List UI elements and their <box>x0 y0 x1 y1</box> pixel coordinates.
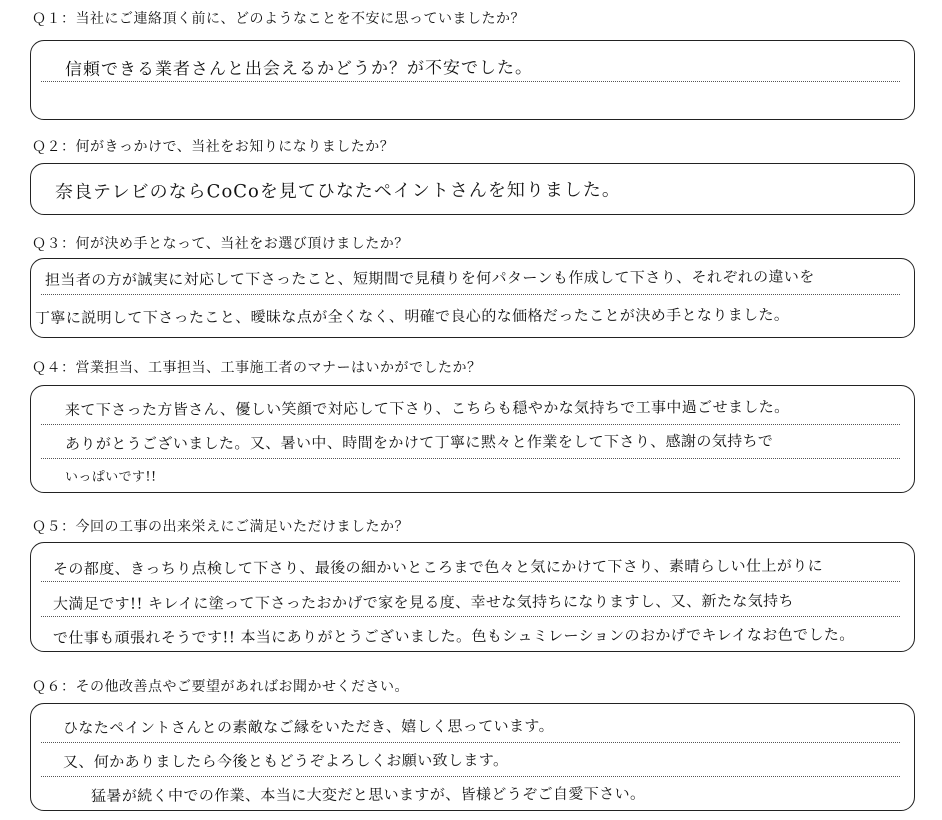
answer-rule <box>41 81 900 82</box>
answer-box-1 <box>30 40 915 120</box>
answer-line: 来て下さった方皆さん、優しい笑顔で対応して下さり、こちらも穏やかな気持ちで工事中過ごせました。 <box>64 397 790 419</box>
answer-box-5 <box>30 542 915 652</box>
answer-rule <box>41 742 900 743</box>
answer-line: 大満足です!! キレイに塗って下さったおかげで家を見る度、幸せな気持ちになりますし、又、新たな気持ち <box>52 591 794 613</box>
answer-rule <box>41 424 900 425</box>
answer-rule <box>41 776 900 777</box>
answer-line: 信頼できる業者さんと出会えるかどうか？が不安でした。 <box>64 57 534 80</box>
answer-box-2 <box>30 163 915 215</box>
answer-box-6 <box>30 703 915 811</box>
question-2-label: Ｑ２：何がきっかけで、当社をお知りになりましたか？ <box>32 139 395 155</box>
answer-line: ありがとうございました。又、暑い中、時間をかけて丁寧に黙々と作業をして下さり、感謝の気持ちで <box>64 431 774 453</box>
answer-line: で仕事も頑張れそうです!! 本当にありがとうございました。色もシュミレーションのおかげでキレイなお色でした。 <box>52 625 855 647</box>
answer-line: 奈良テレビのならCoCoを見てひなたペイントさんを知りました。 <box>54 179 621 203</box>
question-3-label: Ｑ３：何が決め手となって、当社をお選び頂けましたか？ <box>32 236 409 252</box>
answer-line: 丁寧に説明して下さったこと、曖昧な点が全くなく、明確で良心的な価格だったことが決め手となりました。 <box>34 305 790 327</box>
answer-rule <box>41 581 900 582</box>
answer-rule <box>41 616 900 617</box>
answer-line: 担当者の方が誠実に対応して下さったこと、短期間で見積りを何パターンも作成して下さり、それぞれの違いを <box>44 267 815 289</box>
answer-box-4 <box>30 385 915 493</box>
answer-line: ひなたペイントさんとの素敵なご縁をいただき、嬉しく思っています。 <box>62 716 555 737</box>
answer-line: その都度、きっちり点検して下さり、最後の細かいところまで色々と気にかけて下さり、素晴らしい仕上がりに <box>52 556 824 578</box>
answer-rule <box>41 294 900 295</box>
question-6-label: Ｑ６：その他改善点やご要望があればお聞かせください。 <box>32 679 409 695</box>
question-4-label: Ｑ４：営業担当、工事担当、工事施工者のマナーはいかがでしたか？ <box>32 360 482 376</box>
answer-rule <box>41 458 900 459</box>
question-1-label: Ｑ１：当社にご連絡頂く前に、どのようなことを不安に思っていましたか？ <box>32 11 525 27</box>
question-5-label: Ｑ５：今回の工事の出来栄えにご満足いただけましたか？ <box>32 519 409 535</box>
answer-line: 又、何かありましたら今後ともどうぞよろしくお願い致します。 <box>62 751 509 771</box>
answer-line: いっぱいです!! <box>64 469 157 485</box>
answer-line: 猛暑が続く中での作業、本当に大変だと思いますが、皆様どうぞご自愛下さい。 <box>90 784 646 805</box>
answer-box-3 <box>30 258 915 338</box>
